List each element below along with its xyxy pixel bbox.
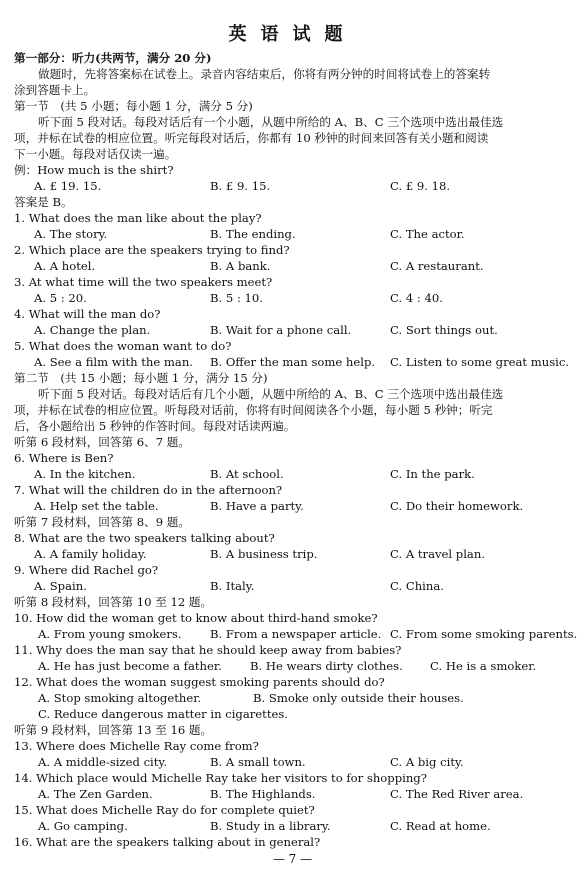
section1-directions: 项，并标在试卷的相应位置。听完每段对话后，你都有 10 秒钟的时间来回答有关小题和阅读 xyxy=(14,131,489,145)
option-c: C. Read at home. xyxy=(390,819,491,833)
option-c: C. Listen to some great music. xyxy=(390,355,570,369)
section1-heading: 第一节 (共 5 小题；每小题 1 分，满分 5 分) xyxy=(14,99,253,113)
page-title: 英语试题 xyxy=(228,24,357,45)
option-c: C. A travel plan. xyxy=(390,547,485,561)
section1-directions: 听下面 5 段对话。每段对话后有一个小题，从题中所给的 A、B、C 三个选项中选出最佳选 xyxy=(38,115,504,129)
option-b: B. £ 9. 15. xyxy=(210,179,271,193)
option-c: C. China. xyxy=(390,579,444,593)
question: 16. What are the speakers talking about in general? xyxy=(14,835,321,849)
option-a: A. Help set the table. xyxy=(34,499,159,513)
option-b: B. Wait for a phone call. xyxy=(210,323,352,337)
option-c: C. Do their homework. xyxy=(390,499,524,513)
option-c: C. A big city. xyxy=(390,755,464,769)
option-c: C. He is a smoker. xyxy=(430,659,537,673)
option-c: C. Reduce dangerous matter in cigarettes. xyxy=(38,707,288,721)
question: 12. What does the woman suggest smoking parents should do? xyxy=(14,675,385,689)
option-c: C. 4 : 40. xyxy=(390,291,443,305)
question: 8. What are the two speakers talking about? xyxy=(14,531,275,545)
option-a: A. Stop smoking altogether. xyxy=(38,691,202,705)
question: 7. What will the children do in the afternoon? xyxy=(14,483,283,497)
question: 15. What does Michelle Ray do for complete quiet? xyxy=(14,803,315,817)
option-a: A. The Zen Garden. xyxy=(38,787,153,801)
option-a: A. See a film with the man. xyxy=(34,355,193,369)
question: 6. Where is Ben? xyxy=(14,451,114,465)
option-b: B. Offer the man some help. xyxy=(210,355,376,369)
example-answer: 答案是 B。 xyxy=(14,195,73,209)
option-a: A. In the kitchen. xyxy=(34,467,136,481)
option-b: B. A small town. xyxy=(210,755,306,769)
option-b: B. A bank. xyxy=(210,259,271,273)
option-a: A. Go camping. xyxy=(38,819,128,833)
question: 4. What will the man do? xyxy=(14,307,161,321)
section2-directions: 项，并标在试卷的相应位置。听每段对话前，你将有时间阅读各个小题，每小题 5 秒钟；听完 xyxy=(14,403,493,417)
question: 11. Why does the man say that he should keep away from babies? xyxy=(14,643,402,657)
section2-heading: 第二节 (共 15 小题；每小题 1 分，满分 15 分) xyxy=(14,371,268,385)
option-c: C. The actor. xyxy=(390,227,465,241)
option-b: B. A business trip. xyxy=(210,547,318,561)
option-b: B. Study in a library. xyxy=(210,819,331,833)
option-a: A. 5 : 20. xyxy=(34,291,87,305)
question: 9. Where did Rachel go? xyxy=(14,563,159,577)
option-b: B. Have a party. xyxy=(210,499,304,513)
question: 10. How did the woman get to know about third-hand smoke? xyxy=(14,611,378,625)
question: 5. What does the woman want to do? xyxy=(14,339,232,353)
question: 13. Where does Michelle Ray come from? xyxy=(14,739,259,753)
intro-line: 做题时，先将答案标在试卷上。录音内容结束后，你将有两分钟的时间将试卷上的答案转 xyxy=(38,67,491,81)
option-c: C. The Red River area. xyxy=(390,787,524,801)
option-a: A. £ 19. 15. xyxy=(34,179,102,193)
section1-directions: 下一小题。每段对话仅读一遍。 xyxy=(14,147,177,161)
option-b: B. 5 : 10. xyxy=(210,291,263,305)
option-a: A. The story. xyxy=(34,227,108,241)
option-b: B. From a newspaper article. xyxy=(210,627,382,641)
option-a: A. Spain. xyxy=(34,579,87,593)
option-b: B. The Highlands. xyxy=(210,787,316,801)
option-a: A. A family holiday. xyxy=(34,547,147,561)
option-c: C. £ 9. 18. xyxy=(390,179,451,193)
option-a: A. A hotel. xyxy=(34,259,96,273)
material-heading: 听第 7 段材料，回答第 8、9 题。 xyxy=(14,515,190,529)
option-c: C. From some smoking parents. xyxy=(390,627,578,641)
question: 2. Which place are the speakers trying to find? xyxy=(14,243,290,257)
intro-line: 涂到答题卡上。 xyxy=(14,83,96,97)
option-a: A. From young smokers. xyxy=(38,627,182,641)
option-c: C. In the park. xyxy=(390,467,475,481)
option-a: A. He has just become a father. xyxy=(38,659,222,673)
option-b: B. Smoke only outside their houses. xyxy=(253,691,464,705)
part1-heading: 第一部分：听力(共两节，满分 20 分) xyxy=(14,51,212,65)
option-b: B. The ending. xyxy=(210,227,296,241)
material-heading: 听第 8 段材料，回答第 10 至 12 题。 xyxy=(14,595,213,609)
material-heading: 听第 6 段材料，回答第 6、7 题。 xyxy=(14,435,190,449)
option-b: B. At school. xyxy=(210,467,284,481)
section2-directions: 听下面 5 段对话。每段对话后有几个小题，从题中所给的 A、B、C 三个选项中选出最佳选 xyxy=(38,387,504,401)
page-number: — 7 — xyxy=(272,852,313,866)
option-c: C. Sort things out. xyxy=(390,323,498,337)
option-b: B. He wears dirty clothes. xyxy=(250,659,403,673)
material-heading: 听第 9 段材料，回答第 13 至 16 题。 xyxy=(14,723,213,737)
question: 3. At what time will the two speakers meet? xyxy=(14,275,273,289)
option-b: B. Italy. xyxy=(210,579,255,593)
option-a: A. A middle-sized city. xyxy=(38,755,168,769)
example-question: 例：How much is the shirt? xyxy=(14,163,174,177)
option-a: A. Change the plan. xyxy=(34,323,151,337)
question: 14. Which place would Michelle Ray take her visitors to for shopping? xyxy=(14,771,427,785)
question: 1. What does the man like about the play? xyxy=(14,211,262,225)
option-c: C. A restaurant. xyxy=(390,259,484,273)
section2-directions: 后，各小题给出 5 秒钟的作答时间。每段对话读两遍。 xyxy=(14,419,296,433)
